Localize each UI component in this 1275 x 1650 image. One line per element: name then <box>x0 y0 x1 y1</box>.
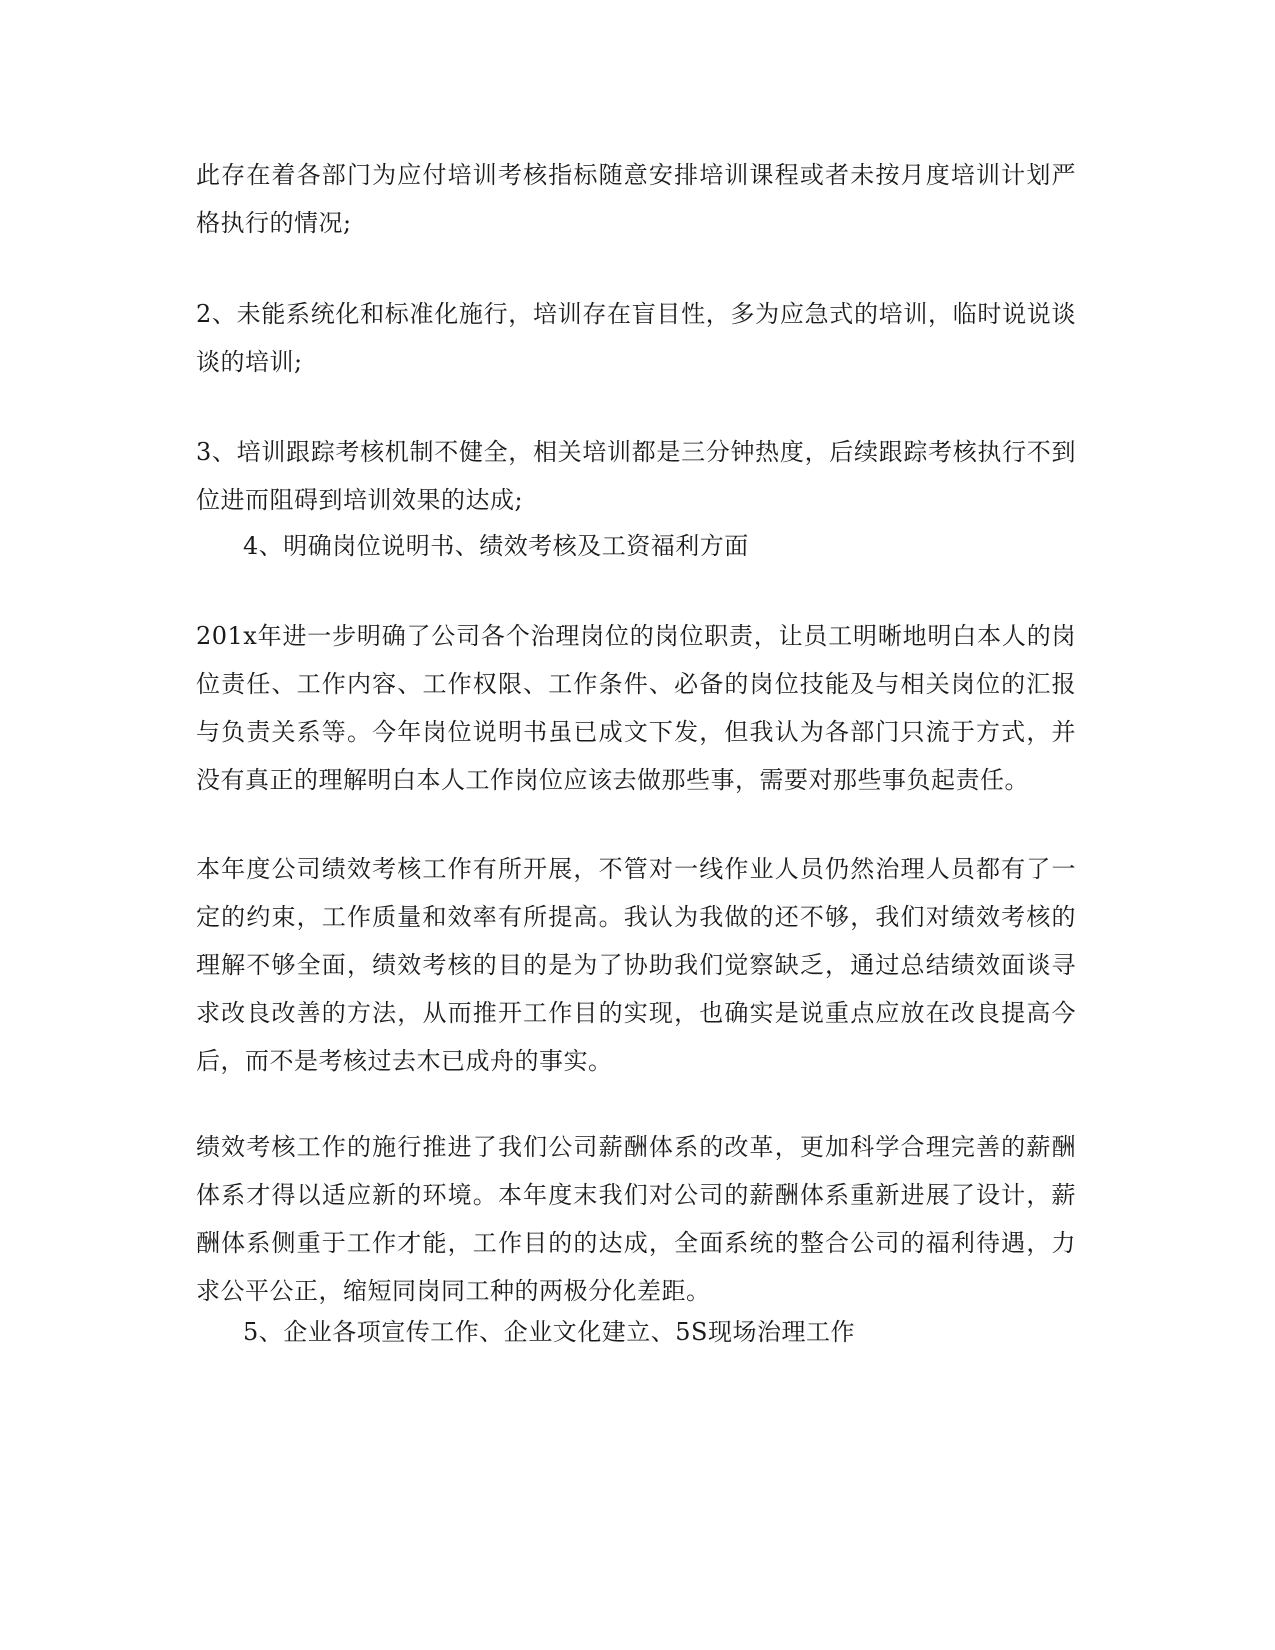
paragraph-job-description: 201x年进一步明确了公司各个治理岗位的岗位职责，让员工明晰地明白本人的岗位责任、工作内容、工作权限、工作条件、必备的岗位技能及与相关岗位的汇报与负责关系等。今年岗位说明书虽已成文下发，但我认为各部门只流于方式，并没有真正的理解明白本人工作岗位应该去做那些事，需要对那些事负起责任。 <box>196 622 1076 794</box>
paragraph-item-3: 3、培训跟踪考核机制不健全，相关培训都是三分钟热度，后续跟踪考核执行不到位进而阻碍到培训效果的达成; <box>196 438 1076 514</box>
paragraph-salary-system: 绩效考核工作的施行推进了我们公司薪酬体系的改革，更加科学合理完善的薪酬体系才得以适应新的环境。本年度末我们对公司的薪酬体系重新进展了设计，薪酬体系侧重于工作才能，工作目的的达成，全面系统的整合公司的福利待遇，力求公平公正，缩短同岗同工种的两极分化差距。 <box>196 1133 1076 1305</box>
paragraph-performance-review: 本年度公司绩效考核工作有所开展，不管对一线作业人员仍然治理人员都有了一定的约束，工作质量和效率有所提高。我认为我做的还不够，我们对绩效考核的理解不够全面，绩效考核的目的是为了协助我们觉察缺乏，通过总结绩效面谈寻求改良改善的方法，从而推开工作目的实现，也确实是说重点应放在改良提高今后，而不是考核过去木已成舟的事实。 <box>196 855 1076 1075</box>
paragraph-item-2: 2、未能系统化和标准化施行，培训存在盲目性，多为应急式的培训，临时说说谈谈的培训; <box>196 300 1076 376</box>
section-heading-5: 5、企业各项宣传工作、企业文化建立、5S现场治理工作 <box>243 1318 855 1346</box>
paragraph-training-schedule: 此存在着各部门为应付培训考核指标随意安排培训课程或者未按月度培训计划严格执行的情况; <box>196 161 1076 237</box>
section-heading-4: 4、明确岗位说明书、绩效考核及工资福利方面 <box>243 532 749 560</box>
